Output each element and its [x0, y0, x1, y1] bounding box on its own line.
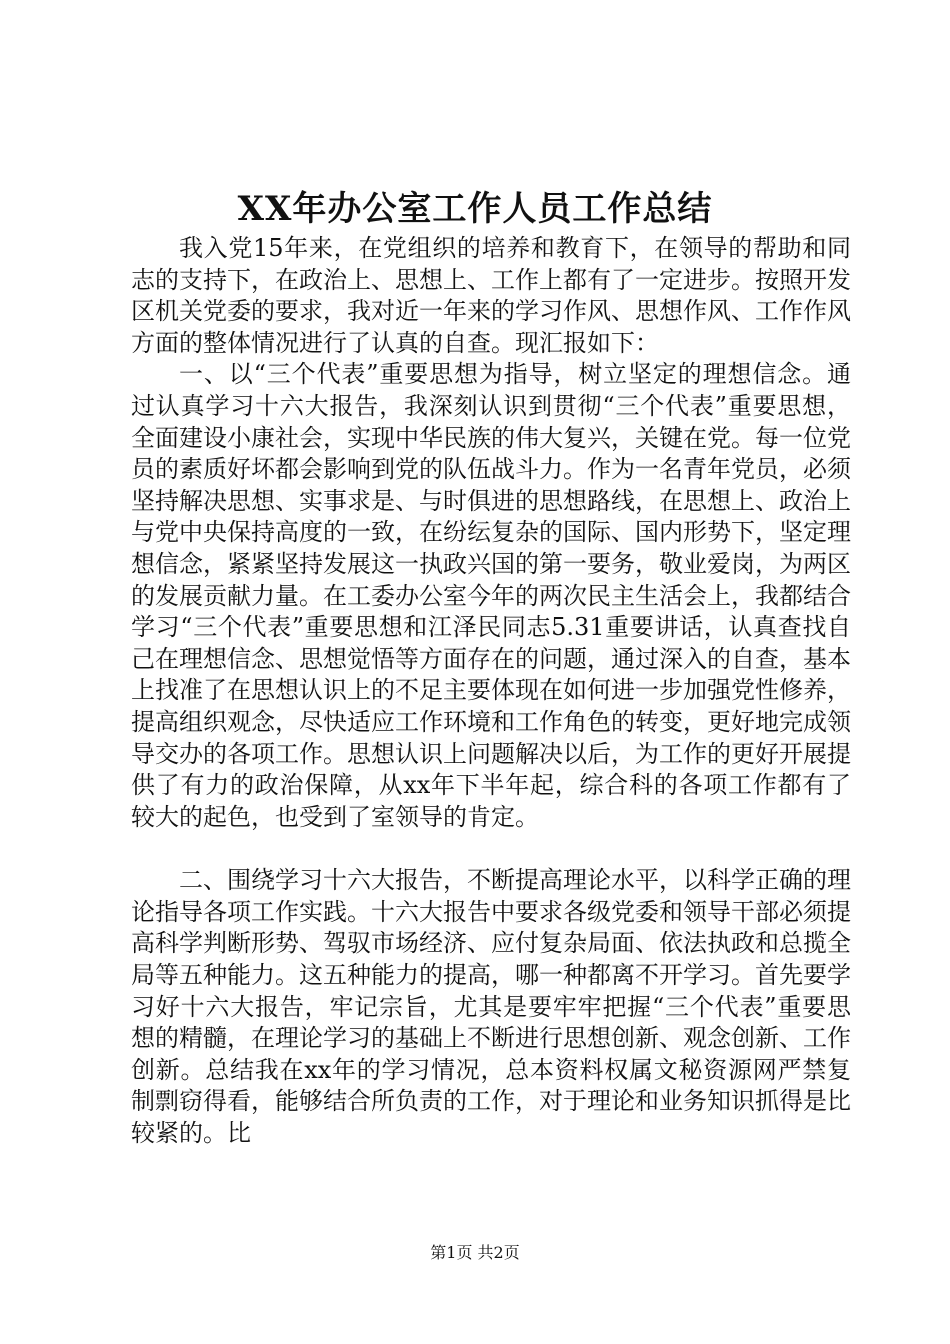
- document-body: [131, 233, 851, 1150]
- paragraph-section-two: 二、围绕学习十六大报告，不断提高理论水平，以科学正确的理论指导各项工作实践。十六大报告中要求各级党委和领导干部必须提高科学判断形势、驾驭市场经济、应付复杂局面、依法执政和总揽全局等五种能力。这五种能力的提高，哪一种都离不开学习。首先要学习好十六大报告，牢记宗旨，尤其是要牢牢把握“三个代表”重要思想的精髓，在理论学习的基础上不断进行思想创新、观念创新、工作创新。总结我在xx年的学习情况，总本资料权属文秘资源网严禁复制剽窃得看，能够结合所负责的工作，对于理论和业务知识抓得是比较紧的。比: [131, 866, 851, 1148]
- paragraph-intro: 我入党15年来，在党组织的培养和教育下，在领导的帮助和同志的支持下，在政治上、思想上、工作上都有了一定进步。按照开发区机关党委的要求，我对近一年来的学习作风、思想作风、工作作风方面的整体情况进行了认真的自查。现汇报如下：: [131, 234, 851, 357]
- paragraph-section-one: 一、以“三个代表”重要思想为指导，树立坚定的理想信念。通过认真学习十六大报告，我深刻认识到贯彻“三个代表”重要思想，全面建设小康社会，实现中华民族的伟大复兴，关键在党。每一位党员的素质好坏都会影响到党的队伍战斗力。作为一名青年党员，必须坚持解决思想、实事求是、与时俱进的思想路线，在思想上、政治上与党中央保持高度的一致，在纷纭复杂的国际、国内形势下，坚定理想信念，紧紧坚持发展这一执政兴国的第一要务，敬业爱岗，为两区的发展贡献力量。在工委办公室今年的两次民主生活会上，我都结合学习“三个代表”重要思想和江泽民同志5.31重要讲话，认真查找自己在理想信念、思想觉悟等方面存在的问题，通过深入的自查，基本上找准了在思想认识上的不足主要体现在如何进一步加强党性修养，提高组织观念，尽快适应工作环境和工作角色的转变，更好地完成领导交办的各项工作。思想认识上问题解决以后，为工作的更好开展提供了有力的政治保障，从xx年下半年起，综合科的各项工作都有了较大的起色，也受到了室领导的肯定。: [131, 360, 851, 831]
- page-footer: 第1页 共2页: [430, 1243, 520, 1262]
- document-title: XX年办公室工作人员工作总结: [237, 189, 713, 229]
